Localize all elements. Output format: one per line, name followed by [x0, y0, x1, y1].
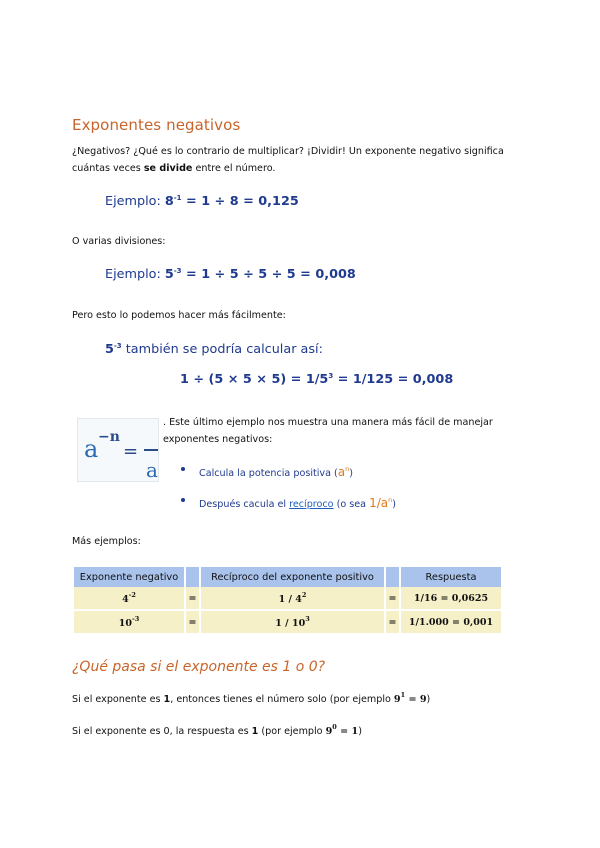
- explanation-line-2: exponentes negativos:: [163, 434, 273, 445]
- reciprocal-link[interactable]: recíproco: [289, 499, 334, 510]
- exponent-zero-text: Si el exponente es 0, la respuesta es 1 (por ejemplo $9^0 = 1$): [72, 723, 362, 737]
- formula-exp: −n: [98, 429, 120, 445]
- table-row: [74, 587, 501, 609]
- section-title-exponent-1-or-0: ¿Qué pasa si el exponente es 1 o 0?: [72, 659, 326, 675]
- step-positive-power: Calcula la potencia positiva $(a^n)$: [163, 456, 523, 487]
- steps-list: [163, 456, 523, 518]
- cell-eq: =: [386, 609, 399, 633]
- cell-reciprocal: $1 / 4^2$: [201, 587, 384, 609]
- explanation-block: [163, 414, 523, 518]
- formula-eq: =: [123, 441, 139, 462]
- pero-text: Pero esto lo podemos hacer más fácilmente:: [72, 310, 286, 321]
- section-title-negative-exponents: Exponentes negativos: [72, 116, 241, 134]
- cell-eq: =: [186, 587, 199, 609]
- exponent-one-text: Si el exponente es 1, entonces tienes el número solo (por ejemplo $9^1 = 9$): [72, 691, 431, 705]
- step-reciprocal: Después cacula el recíproco (o sea $1/a^n$): [163, 487, 523, 518]
- header-eq2: [386, 567, 399, 587]
- cell-eq: =: [386, 587, 399, 609]
- intro-line-1: ¿Negativos? ¿Qué es lo contrario de multiplicar? ¡Dividir! Un exponente negativo significa: [72, 146, 504, 157]
- calculation-line: $1 \div (5 \times 5 \times 5) = 1/5^3 = 1/125 = 0,008$: [180, 372, 454, 387]
- header-answer: Respuesta: [401, 567, 501, 587]
- negative-exponent-formula-image: [77, 418, 159, 482]
- cell-negative: $10^{-3}$: [74, 609, 184, 633]
- intro-paragraph: [72, 143, 542, 177]
- example-2: Ejemplo: $5^{-3} = 1 \div 5 \div 5 \div 5 = 0,008$: [105, 267, 356, 282]
- cell-answer: 1/16 = 0,0625: [401, 587, 501, 609]
- tambien-line: $5^{-3}$ también se podría calcular así:: [105, 342, 323, 357]
- header-eq1: [186, 567, 199, 587]
- formula-frac-bottom: a: [146, 458, 158, 481]
- table-row: [74, 609, 501, 633]
- varias-text: O varias divisiones:: [72, 236, 166, 247]
- header-negative-exponent: Exponente negativo: [74, 567, 184, 587]
- cell-reciprocal: $1 / 10^3$: [201, 609, 384, 633]
- cell-answer: 1/1.000 = 0,001: [401, 609, 501, 633]
- formula-fraction-bar: [144, 449, 158, 451]
- explanation-line-1: . Este último ejemplo nos muestra una manera más fácil de manejar: [163, 417, 493, 428]
- cell-negative: $4^{-2}$: [74, 587, 184, 609]
- header-reciprocal: Recíproco del exponente positivo: [201, 567, 384, 587]
- intro-line-2: cuántas veces se divide entre el número.: [72, 163, 276, 174]
- examples-table: [72, 567, 503, 633]
- mas-ejemplos-text: Más ejemplos:: [72, 536, 141, 547]
- table-header-row: [74, 567, 501, 587]
- formula-base: a: [84, 435, 99, 463]
- cell-eq: =: [186, 609, 199, 633]
- example-1: Ejemplo: $8^{-1} = 1 \div 8 = 0,125$: [105, 194, 299, 209]
